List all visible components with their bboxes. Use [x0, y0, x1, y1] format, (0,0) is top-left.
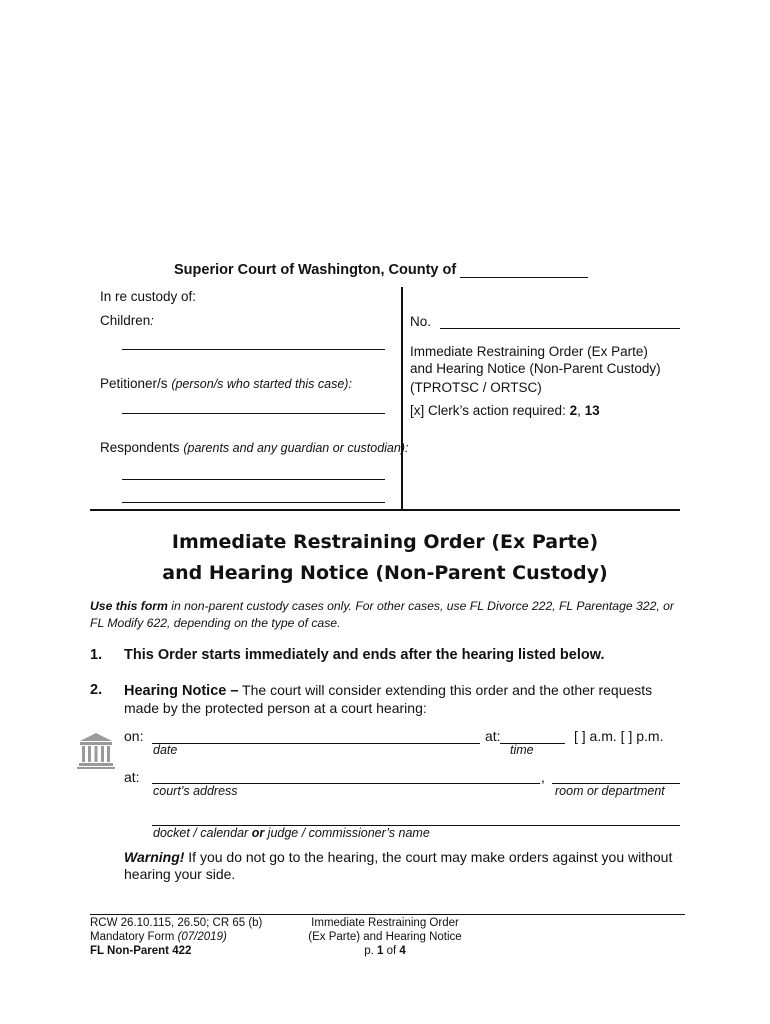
date-caption: date	[153, 743, 178, 757]
form-title-line-1: Immediate Restraining Order (Ex Parte)	[171, 531, 599, 553]
caption-doc-title: Immediate Restraining Order (Ex Parte) and Hearing Notice (Non-Parent Custody) (TPROTSC / ORTSC)	[410, 344, 661, 395]
address-comma: ,	[541, 769, 545, 785]
am-pm-checkboxes[interactable]: [ ] a.m. [ ] p.m.	[574, 728, 664, 744]
address-caption: court’s address	[153, 784, 238, 798]
on-label: on:	[124, 728, 144, 744]
case-number-label: No.	[410, 314, 432, 329]
children-blank[interactable]	[122, 349, 385, 350]
warning-text: Warning! If you do not go to the hearing, the court may make orders against you without hearing your side.	[124, 849, 673, 882]
docket-caption: docket / calendar or judge / commissioner’s name	[153, 826, 430, 840]
at-address-label: at:	[124, 769, 140, 785]
room-caption: room or department	[555, 784, 665, 798]
children-label: Children:	[100, 313, 154, 328]
form-title-line-2: and Hearing Notice (Non-Parent Custody)	[162, 562, 608, 584]
caption-divider	[401, 287, 403, 509]
in-re-label: In re custody of:	[100, 289, 197, 304]
at-time-label: at:	[485, 728, 501, 744]
courthouse-icon	[76, 730, 116, 770]
respondents-label: Respondents (parents and any guardian or custodian):	[100, 440, 409, 455]
footer-center: Immediate Restraining Order (Ex Parte) and Hearing Notice p. 1 of 4	[308, 917, 462, 957]
section-1-number: 1.	[90, 647, 103, 663]
county-blank[interactable]	[460, 263, 588, 278]
footer-left: RCW 26.10.115, 26.50; CR 65 (b) Mandatory Form (07/2019) FL Non-Parent 422	[90, 917, 263, 957]
petitioners-blank[interactable]	[122, 413, 385, 414]
section-2-number: 2.	[90, 682, 103, 698]
footer-rule	[90, 914, 685, 915]
petitioners-label: Petitioner/s (person/s who started this case):	[100, 376, 352, 391]
case-number-blank[interactable]	[440, 328, 680, 329]
caption-bottom-rule	[90, 509, 680, 511]
time-caption: time	[510, 743, 534, 757]
intro-text: Use this form in non-parent custody cases only. For other cases, use FL Divorce 222, FL Parentage 322, or FL Modify 622, depending on the type of case.	[90, 599, 674, 630]
court-heading	[174, 262, 588, 278]
respondents-blank-1[interactable]	[122, 479, 385, 480]
respondents-blank-2[interactable]	[122, 502, 385, 503]
section-1-text: This Order starts immediately and ends after the hearing listed below.	[124, 647, 605, 663]
court-title: Superior Court of Washington, County of	[174, 262, 457, 278]
hearing-date-blank[interactable]	[152, 743, 480, 744]
clerk-action: [x] Clerk’s action required: 2, 13	[410, 403, 600, 418]
section-2-text: Hearing Notice – The court will consider extending this order and the other requests made by the protected person at a court hearing:	[124, 682, 653, 716]
